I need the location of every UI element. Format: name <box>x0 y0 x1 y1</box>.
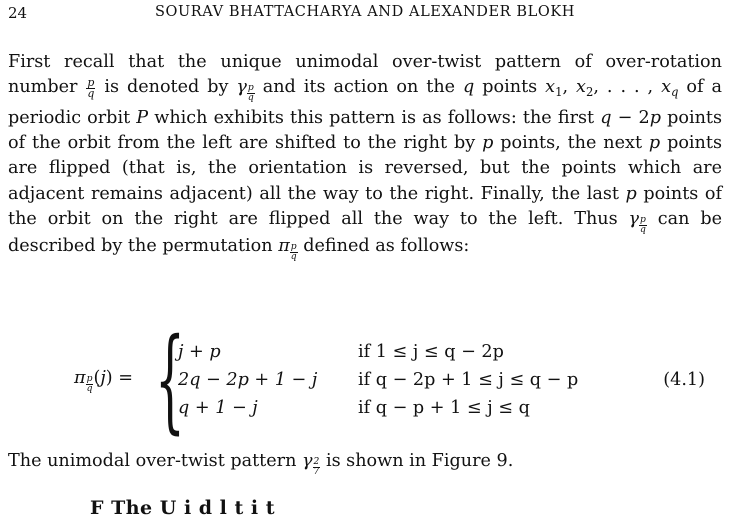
caption-end: is shown in Figure 9. <box>325 451 514 471</box>
body-paragraph: First recall that the unique unimodal over-twist pattern of over-rotation number $\frac{p}{q}$ is denoted by γ $\frac{p}{q}$ and its action on the q points $x_1$, $x_2$, . . . , $x_q$ of a periodic orbit P which exhibits this pattern is as follows: the first q − 2p points of the orbit from the left are shifted to the right by p points, the next p points are flipped (that is, the orientation is reversed, but the points which are adjacent remains adjacent) all the way to the right. Finally, the last p points of the orbit on the right are flipped all the way to the left. Thus γ $\frac{p}{q}$ can be described by the permutation π $\frac{p}{q}$ defined as follows: <box>8 52 722 263</box>
equation-number: (4.1) <box>663 370 705 390</box>
equation-case-1 <box>178 342 504 362</box>
left-brace: { <box>155 315 185 445</box>
equation-case-2 <box>178 370 579 390</box>
caption-start: The unimodal over-twist pattern <box>8 451 297 471</box>
case-1-cond: if 1 ≤ j ≤ q − 2p <box>358 342 504 362</box>
page-number: 24 <box>8 4 28 22</box>
figure-reference-line: The unimodal over-twist pattern γ $\frac{2}{7}$ is shown in Figure 9. <box>8 451 514 477</box>
case-3-cond: if q − p + 1 ≤ j ≤ q <box>358 398 530 418</box>
equation-case-3 <box>178 398 530 418</box>
page-header <box>8 4 722 24</box>
cut-off-heading: F The U i d l t i t <box>90 497 276 519</box>
equation-lhs: π $\frac{p}{q}$ (j) = <box>74 368 133 394</box>
fraction-p-over-q: $\frac{p}{q}$ <box>87 75 95 101</box>
case-2-expr: 2q − 2p + 1 − j <box>178 370 318 390</box>
case-1-expr: j + p <box>178 342 221 362</box>
case-3-expr: q + 1 − j <box>178 398 258 418</box>
case-2-cond: if q − 2p + 1 ≤ j ≤ q − p <box>358 370 579 390</box>
equation-4-1 <box>0 315 730 445</box>
running-head: SOURAV BHATTACHARYA AND ALEXANDER BLOKH <box>154 4 576 20</box>
